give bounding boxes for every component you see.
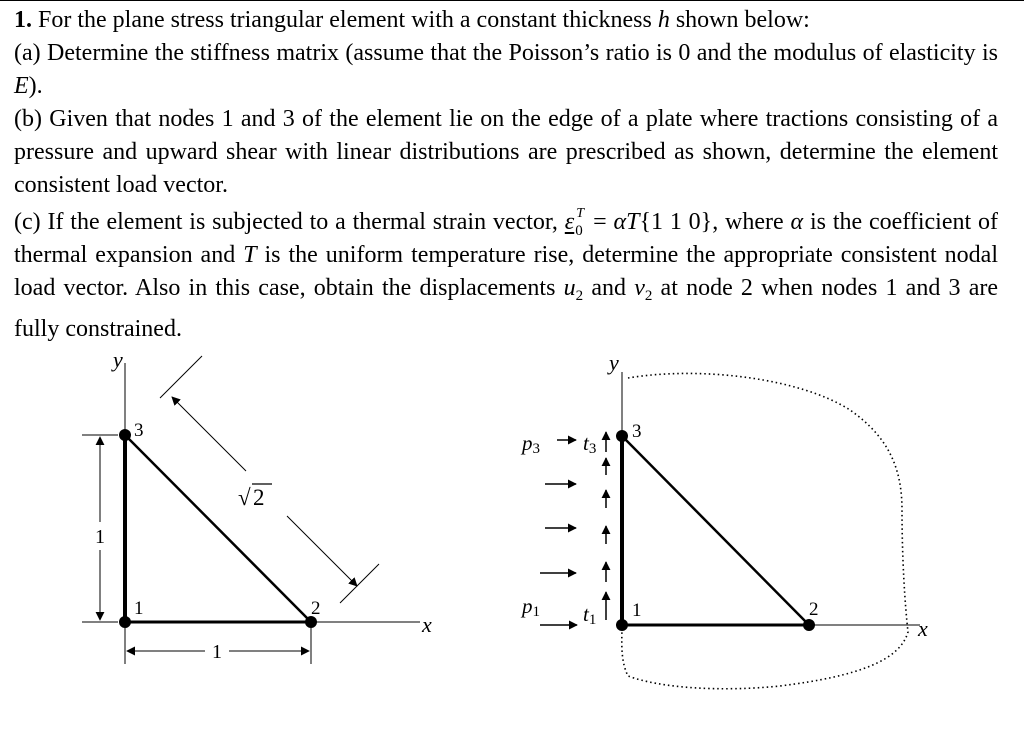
x-axis-label-left: x <box>422 612 432 637</box>
part-a: (a) Determine the stiffness matrix (assume that the Poisson’s ratio is 0 and the modulus of elasticity is E). <box>14 40 998 99</box>
dim-horizontal-label: 1 <box>212 641 222 663</box>
part-b: (b) Given that nodes 1 and 3 of the element lie on the edge of a plate where tractions consisting of a pressure and upward shear with linear distributions are prescribed as shown, determine the element consistent load vector. <box>14 106 998 198</box>
left-figure <box>82 347 432 664</box>
y-axis-label-right: y <box>609 350 619 375</box>
dim-hyp-tick-bottom <box>340 564 379 603</box>
problem-number: 1. <box>14 7 32 33</box>
label-t3: t3 <box>583 431 597 457</box>
node-3-label-right: 3 <box>632 421 642 442</box>
dim-hyp-arrow-lower <box>287 516 357 586</box>
element-edge-23-right <box>622 436 809 625</box>
node-1-label-left: 1 <box>134 598 144 619</box>
dim-hyp-tick-top <box>160 356 202 398</box>
y-axis-label-left: y <box>113 347 123 372</box>
dim-hyp-arrow-upper <box>172 397 246 471</box>
node-3-marker <box>119 429 131 441</box>
right-figure <box>520 350 928 689</box>
node-2-label-right: 2 <box>809 599 819 620</box>
label-t1: t1 <box>583 602 597 628</box>
thermal-strain-formula: ε T 0 = αT{1 1 0} <box>564 206 713 239</box>
node-1-marker-right <box>616 619 628 631</box>
dim-hyp-number: 2 <box>253 485 265 510</box>
dim-hyp-root-symbol: √ <box>238 485 251 510</box>
part-c: (c) If the element is subjected to a thermal strain vector, ε T 0 = αT{1 1 0}, where α is the coefficient of thermal expansion and T is the uniform temperature rise, determine the appropriate consistent nodal load vector. Also in this case, obtain the displacements $u_2$ and $v_2$ at node 2 when nodes 1 and 3 are fully constrained. <box>14 206 999 342</box>
node-3-label-left: 3 <box>134 420 144 441</box>
label-p3: p3 <box>522 431 540 457</box>
x-axis-label-right: x <box>918 616 928 641</box>
problem-intro: 1. For the plane stress triangular element with a constant thickness h shown below: <box>14 7 810 33</box>
element-edge-23 <box>125 435 311 622</box>
node-3-marker-right <box>616 430 628 442</box>
node-1-marker <box>119 616 131 628</box>
plate-boundary-dotted <box>622 373 908 688</box>
node-1-label-right: 1 <box>632 600 642 621</box>
node-2-marker-right <box>803 619 815 631</box>
dim-vertical-label: 1 <box>95 526 105 548</box>
node-2-label-left: 2 <box>311 598 321 619</box>
label-p1: p1 <box>522 594 540 620</box>
